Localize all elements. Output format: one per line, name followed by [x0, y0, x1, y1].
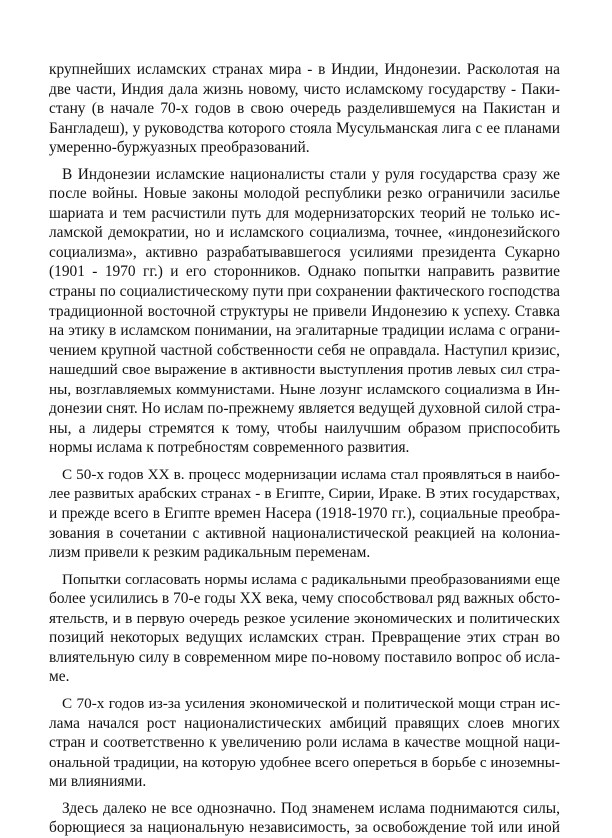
text-line: борющиеся за национальную независимость, за освобождение той или иной [49, 819, 560, 837]
top-margin [49, 0, 560, 60]
paragraph [49, 694, 560, 792]
text-line: более усилились в 70-е годы XX века, чему способствовал ряд важных обсто- [49, 590, 560, 608]
text-line: ме. [49, 668, 70, 686]
text-line: традиционной восточной структуры не привели Индонезию к успеху. Ставка [49, 302, 560, 320]
text-line: ональной традиции, на которую удобнее всего опереться в борьбе с иноземны- [49, 753, 560, 771]
text-line: шариата и тем расчистили путь для модернизаторских теорий не только ис- [49, 204, 560, 222]
text-line: стану (в начале 70-х годов в свою очередь разделившемуся на Пакистан и [49, 100, 560, 118]
text-line: Здесь далеко не все однозначно. Под знаменем ислама поднимаются силы, [62, 799, 560, 817]
text-line: В Индонезии исламские националисты стали у руля государства сразу же [62, 165, 560, 183]
text-line: умеренно-буржуазных преобразований. [49, 139, 310, 157]
text-line: две части, Индия дала жизнь новому, чисто исламскому государству - Паки- [49, 80, 560, 98]
text-line: ми влияниями. [49, 773, 147, 791]
text-line: С 50-х годов XX в. процесс модернизации ислама стал проявляться в наибо- [62, 465, 560, 483]
paragraph [49, 465, 560, 563]
text-line: донезии снят. Но ислам по-прежнему является ведущей духовной силой стра- [49, 400, 561, 418]
text-line: ны, возглавляемых коммунистами. Ныне лозунг исламского социализма в Ин- [49, 380, 560, 398]
paragraph [49, 570, 560, 687]
text-line: нормы ислама к потребностям современного развития. [49, 439, 410, 457]
paragraph [49, 60, 560, 158]
text-line: лизм привели к резким радикальным переменам. [49, 544, 371, 562]
text-line: Бангладеш), у руководства которого стояла Мусульманская лига с ее планами [49, 119, 560, 137]
text-line: на этику в исламском понимании, на эгалитарные традиции ислама с ограни- [49, 322, 560, 340]
text-line: нашедший свое выражение в активности выступления против левых сил стра- [49, 361, 560, 379]
text-line: С 70-х годов из-за усиления экономической и политической мощи стран ис- [62, 694, 560, 712]
text-line: стран и соответственно к увеличению роли ислама в качестве мощной наци- [49, 734, 560, 752]
text-line: лама начался рост националистических амбиций правящих слоев многих [49, 714, 560, 732]
text-line: и прежде всего в Египте времен Насера (1918-1970 гг.), социальные преобра- [49, 505, 560, 523]
text-line: влиятельную силу в современном мире по-новому поставило вопрос об исла- [49, 648, 560, 666]
text-line: после войны. Новые законы молодой республики резко ограничили засилье [49, 185, 560, 203]
paragraph [49, 799, 560, 838]
text-line: лее развитых арабских странах - в Египте, Сирии, Ираке. В этих государствах, [49, 485, 560, 503]
text-line: ятельств, и в первую очередь резкое усиление экономических и политических [49, 609, 560, 627]
text-line: позиций некоторых ведущих исламских стран. Превращение этих стран во [49, 629, 560, 647]
text-line: чением крупной частной собственности себя не оправдала. Наступил кризис, [49, 341, 560, 359]
text-line: социализма», активно разрабатывавшегося усилиями президента Сукарно [49, 243, 560, 261]
text-line: (1901 - 1970 гг.) и его сторонников. Однако попытки направить развитие [49, 263, 560, 281]
paragraph [49, 165, 560, 458]
text-line: крупнейших исламских странах мира - в Индии, Индонезии. Расколотая на [49, 61, 560, 78]
text-line: ламской демократии, но и исламского социализма, точнее, «индонезийского [49, 224, 560, 242]
text-line: зования в сочетании с активной националистической реакцией на колониа- [49, 524, 560, 542]
text-line: страны по социалистическому пути при сохранении фактического господства [49, 283, 560, 301]
text-line: Попытки согласовать нормы ислама с радикальными преобразованиями еще [62, 570, 560, 588]
text-line: ны, а лидеры стремятся к тому, чтобы наилучшим образом приспособить [49, 419, 560, 437]
